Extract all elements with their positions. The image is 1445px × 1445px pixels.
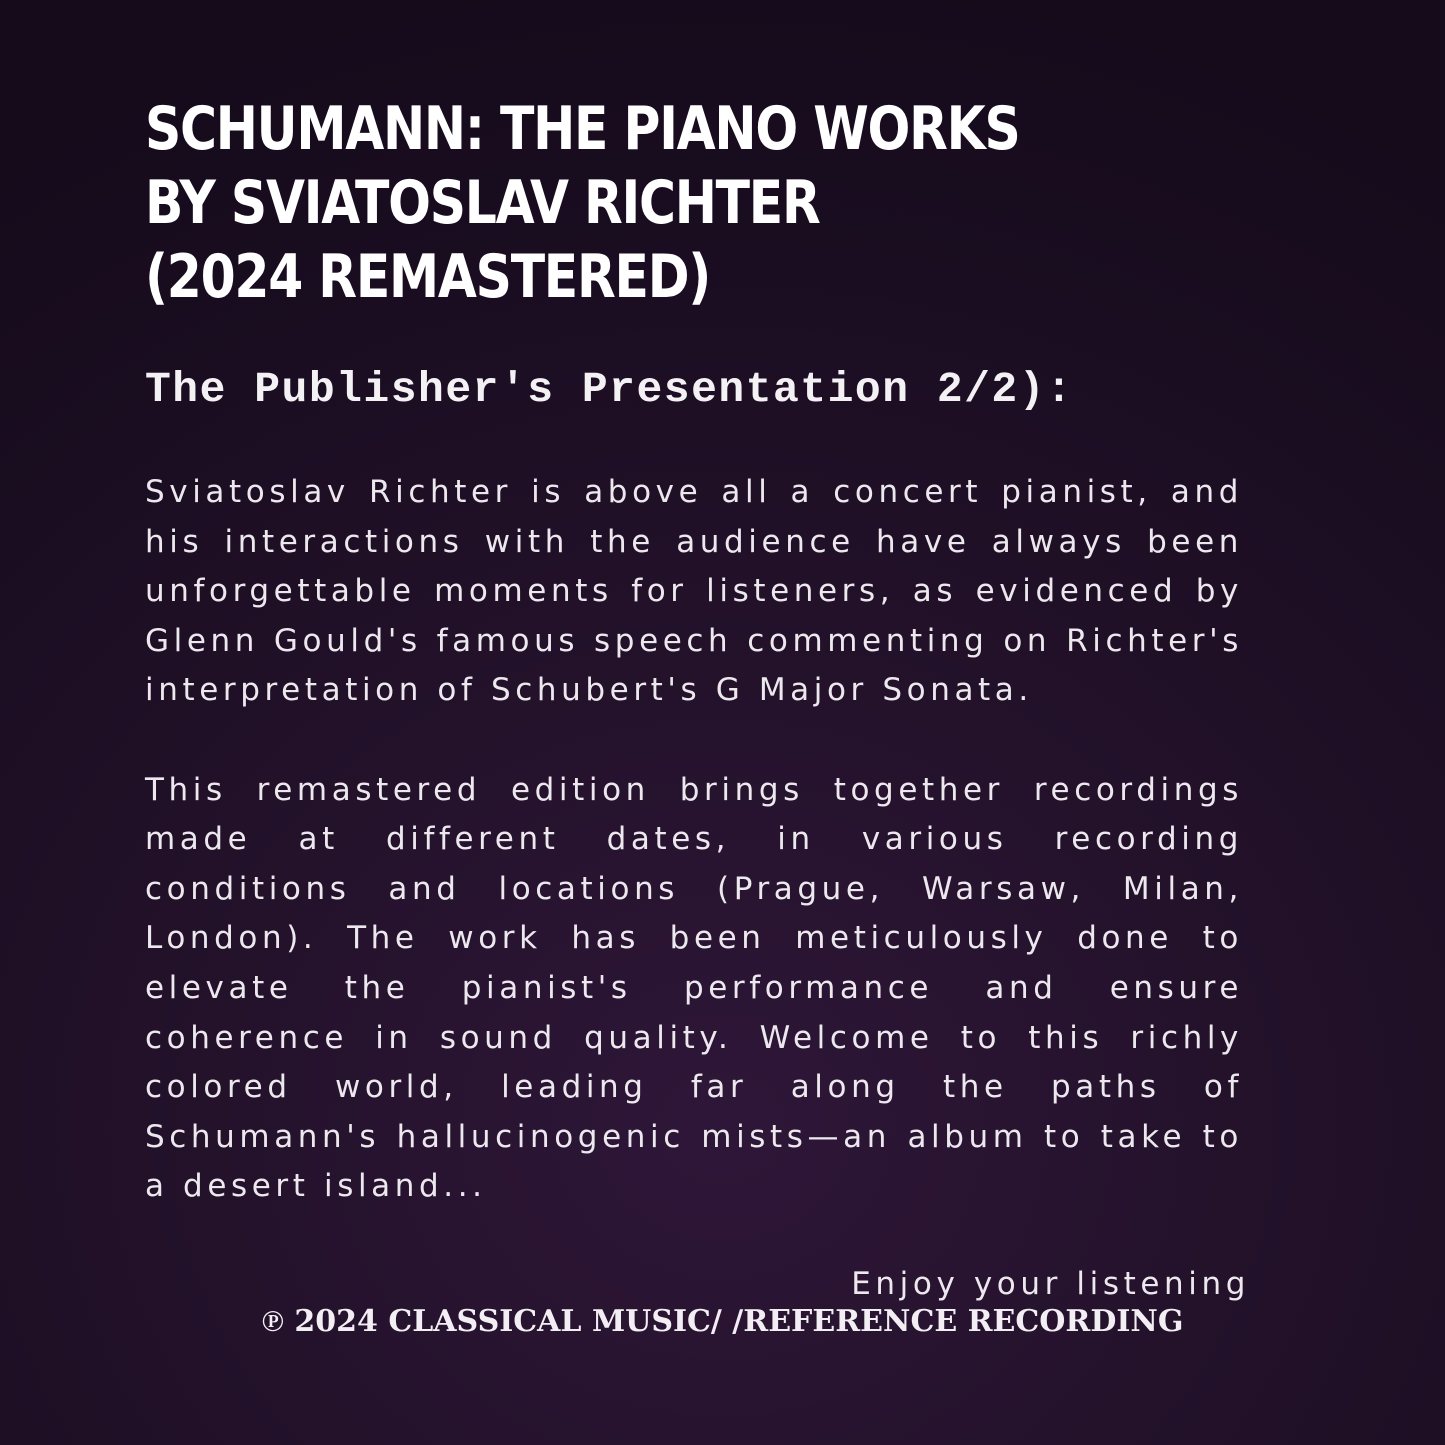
- presentation-text: [145, 468, 1243, 1212]
- copyright-footer: ℗ 2024 CLASSICAL MUSIC/ /REFERENCE RECORDING: [261, 1304, 1184, 1339]
- album-title-line-1: SCHUMANN: THE PIANO WORKS: [145, 94, 1020, 164]
- album-title: [145, 92, 1020, 314]
- album-title-line-3: (2024 REMASTERED): [145, 242, 711, 312]
- paragraph-2: This remastered edition brings together recordings made at different dates, in various recording conditions and locations (Prague, Warsaw, Milan, London). The work has been meticulously done to elevate the pianist's performance and ensure coherence in sound quality. Welcome to this richly colored world, leading far along the paths of Schumann's hallucinogenic mists—an album to take to a desert island...: [145, 771, 1243, 1205]
- paragraph-1: Sviatoslav Richter is above all a concert pianist, and his interactions with the audience have always been unforgettable moments for listeners, as evidenced by Glenn Gould's famous speech commenting on Richter's interpretation of Schubert's G Major Sonata.: [145, 474, 1243, 709]
- section-heading: The Publisher's Presentation 2/2):: [145, 365, 1074, 414]
- album-title-line-2: BY SVIATOSLAV RICHTER: [145, 168, 820, 238]
- signoff-text: Enjoy your listening: [851, 1266, 1250, 1302]
